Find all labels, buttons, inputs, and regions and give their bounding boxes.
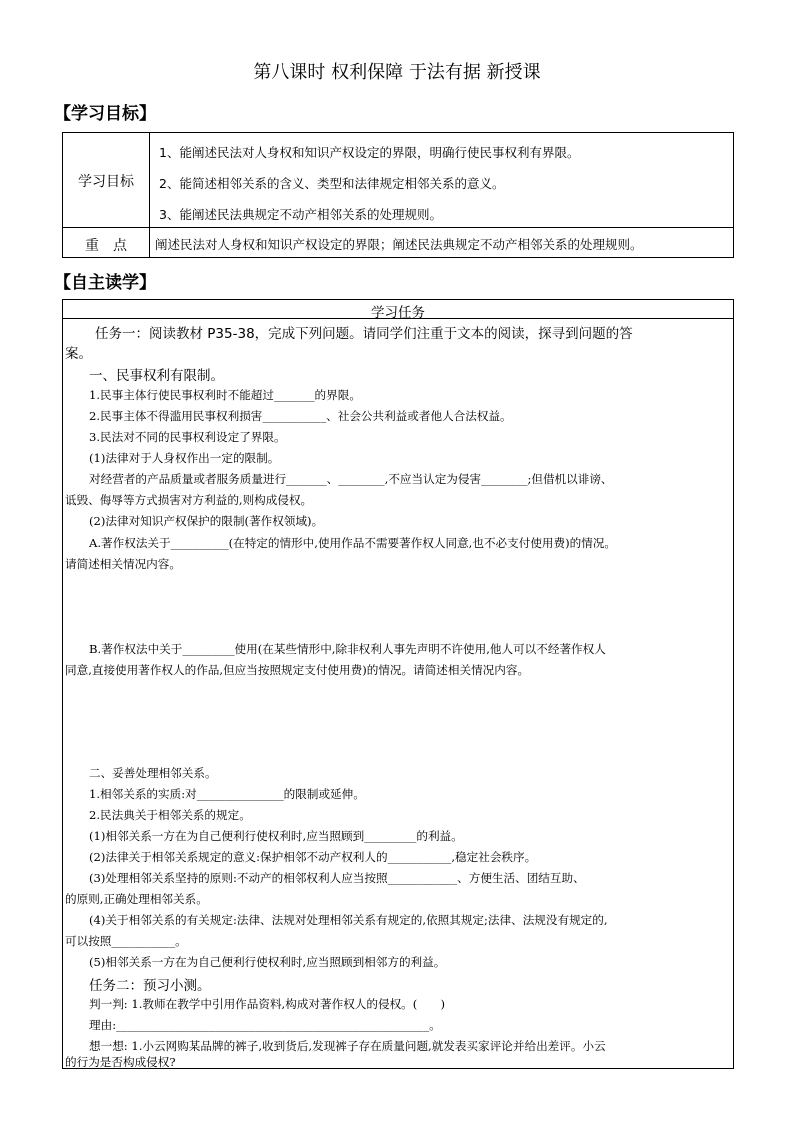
task-line: 二、妥善处理相邻关系。 [89,766,217,780]
task-line: 对经营者的产品质量或者服务质量进行_______、________,不应当认定为侵害________;但借机以诽谤、 [89,472,613,486]
task-line: 3.民法对不同的民事权利设定了界限。 [89,430,286,444]
task-line: 一、民事权利有限制。 [89,368,224,384]
table-divider [149,133,150,257]
task-line: (1)法律对于人身权作出一定的限制。 [89,451,280,465]
task-line: 1.民事主体行使民事权利时不能超过_______的界限。 [89,388,361,402]
task-line: 的原则,正确处理相邻关系。 [65,892,208,906]
task-table-header: 学习任务 [371,305,425,321]
task-line: 2.民法典关于相邻关系的规定。 [89,808,251,822]
document-title: 第八课时 权利保障 于法有据 新授课 [253,62,541,83]
task-line: 诋毁、侮辱等方式损害对方利益的,则构成侵权。 [65,493,313,507]
task-line: 判一判: 1.教师在教学中引用作品资料,构成对著作权人的侵权。( ) [89,997,446,1011]
task-line: (4)关于相邻关系的有关规定:法律、法规对处理相邻关系有规定的,依照其规定;法律、法规没有规定的, [89,913,608,927]
goals-label: 学习目标 [78,174,134,190]
key-point-label: 重 点 [85,238,127,254]
table-divider [63,318,733,319]
task-line: 请简述相关情况内容。 [65,557,181,571]
task-line: (5)相邻关系一方在为自己便利行使权利时,应当照顾到相邻方的利益。 [89,955,446,969]
task-line: (1)相邻关系一方在为自己便利行使权利时,应当照顾到_________的利益。 [89,829,463,843]
task-line: A.著作权法关于__________(在特定的情形中,使用作品不需要著作权人同意,也不必支付使用费)的情况。 [89,536,617,550]
key-point-text: 阐述民法对人身权和知识产权设定的界限；阐述民法典规定不动产相邻关系的处理规则。 [155,237,643,252]
task-line: 1.相邻关系的实质:对_______________的限制或延伸。 [89,787,365,801]
task-line: (3)处理相邻关系坚持的原则:不动产的相邻权利人应当按照____________、方便生活、团结互助、 [89,871,585,885]
goal-item: 1、能阐述民法对人身权和知识产权设定的界限，明确行使民事权利有界限。 [159,145,580,160]
task-line: 可以按照___________。 [65,934,187,948]
task-line: 案。 [65,346,92,362]
task-line: (2)法律关于相邻关系规定的意义:保护相邻不动产权利人的___________,稳定社会秩序。 [89,850,537,864]
task-line: 任务二：预习小测。 [89,978,211,994]
task-line: (2)法律对知识产权保护的限制(著作权领域)。 [89,514,324,528]
task-line: 同意,直接使用著作权人的作品,但应当按照规定支付使用费)的情况。请简述相关情况内容。 [65,663,530,677]
task-line: B.著作权法中关于_________使用(在某些情形中,除非权利人事先声明不许使用,他人可以不经著作权人 [89,642,606,656]
section-title-learning-goals: 【学习目标】 [54,104,156,124]
goal-item: 3、能阐述民法典规定不动产相邻关系的处理规则。 [159,207,442,222]
task-line: 2.民事主体不得滥用民事权利损害___________、社会公共利益或者他人合法权益。 [89,409,512,423]
section-title-self-study: 【自主读学】 [54,273,156,293]
goal-item: 2、能简述相邻关系的含义、类型和法律规定相邻关系的意义。 [159,176,505,191]
learning-task-table [62,299,734,1069]
task-line: 想一想: 1.小云网购某品牌的裤子,收到货后,发现裤子存在质量问题,就发表买家评论并给出差评。小云 [89,1039,606,1053]
task-line: 理由:______________________________________________________。 [89,1018,441,1032]
task-line: 任务一：阅读教材 P35-38，完成下列问题。请同学们注重于文本的阅读，探寻到问题的答 [95,326,633,342]
learning-goals-table [62,132,734,258]
table-divider [63,227,733,228]
task-line: 的行为是否构成侵权? [65,1055,176,1069]
